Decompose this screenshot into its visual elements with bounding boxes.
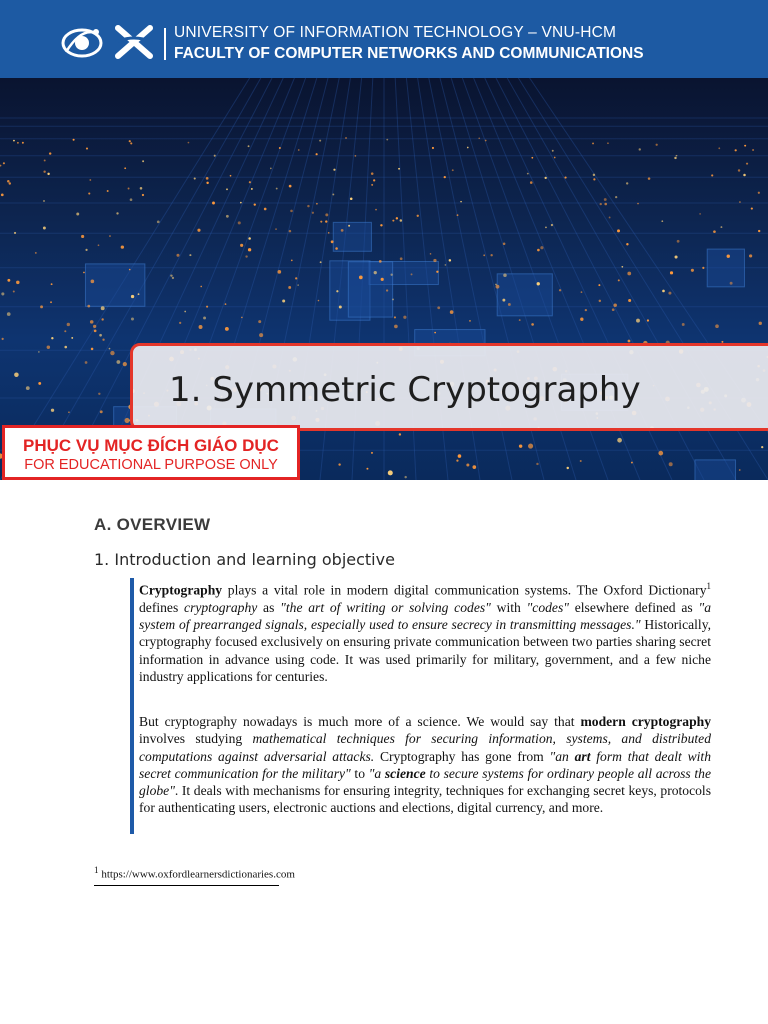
- footnote-url: https://www.oxfordlearnersdictionaries.com: [98, 868, 295, 881]
- text-bold: Cryptography: [139, 582, 223, 598]
- subsection-heading: 1. Introduction and learning objective: [94, 550, 395, 569]
- text-span: Cryptography has gone from: [374, 748, 550, 764]
- text-italic: mathematical techniques for securing information, systems, and distributed computations against adversarial attacks.: [139, 731, 711, 764]
- text-span: But cryptography nowadays is much more of a science. We would say that: [139, 714, 581, 729]
- section-heading: A. OVERVIEW: [94, 515, 211, 534]
- text-span: elsewhere defined as: [568, 599, 699, 615]
- header-divider: [164, 28, 166, 60]
- text-bold: modern cryptography: [580, 714, 711, 729]
- edu-stamp-vietnamese: PHỤC VỤ MỤC ĐÍCH GIÁO DỤC: [23, 436, 279, 455]
- footnote: [94, 865, 295, 881]
- cover-banner: [0, 78, 768, 480]
- text-bold-italic: art: [574, 748, 591, 764]
- university-name: UNIVERSITY OF INFORMATION TECHNOLOGY – VNU-HCM: [174, 24, 617, 41]
- text-italic: "codes": [526, 599, 569, 615]
- faculty-name: FACULTY OF COMPUTER NETWORKS AND COMMUNICATIONS: [174, 45, 644, 62]
- text-span: to: [350, 765, 369, 781]
- footnote-ref: 1: [706, 581, 711, 591]
- paragraph-modern: [139, 713, 711, 817]
- university-logo-icon: [60, 22, 104, 62]
- paragraph-accent-bar: [130, 578, 134, 834]
- text-italic: "the art of writing or solving codes": [280, 599, 491, 615]
- text-span: as: [257, 599, 281, 615]
- footnote-rule: [94, 885, 279, 886]
- text-bold-italic: science: [384, 765, 426, 781]
- text-span: with: [490, 599, 527, 615]
- text-italic: "a system of prearranged signals, especially used to ensure secrecy in transmitting messages.": [139, 599, 711, 633]
- text-italic: "a: [368, 765, 385, 781]
- footnote-number: 1: [94, 865, 99, 875]
- text-italic: form that dealt with secret communication for the military": [139, 748, 711, 781]
- title-box: [130, 343, 768, 431]
- text-span: . It deals with mechanisms for ensuring integrity, techniques for exchanging secret keys, protocols for authenticating users, electronic auctions and elections, digital currency, and more.: [139, 783, 711, 816]
- text-italic: cryptography: [184, 599, 258, 615]
- text-italic: "an: [549, 748, 575, 764]
- text-span: involves studying: [139, 731, 253, 747]
- page-header: [0, 0, 768, 78]
- edu-stamp-english: FOR EDUCATIONAL PURPOSE ONLY: [24, 457, 278, 473]
- document-title: 1. Symmetric Cryptography: [169, 370, 641, 410]
- faculty-logo-icon: [112, 22, 156, 62]
- text-span: Historically, cryptography focused exclusively on ensuring private communication between two parties sharing secret information in advance using code. It was used primarily for military, government, and a few niche industry applications for centuries.: [139, 617, 712, 685]
- text-italic: to secure systems for ordinary people all across the globe": [139, 765, 712, 799]
- paragraph-intro: [139, 578, 711, 685]
- educational-purpose-stamp: [2, 425, 300, 480]
- text-span: plays a vital role in modern digital communication systems. The Oxford Dictionary: [222, 582, 707, 598]
- text-span: defines: [139, 599, 185, 615]
